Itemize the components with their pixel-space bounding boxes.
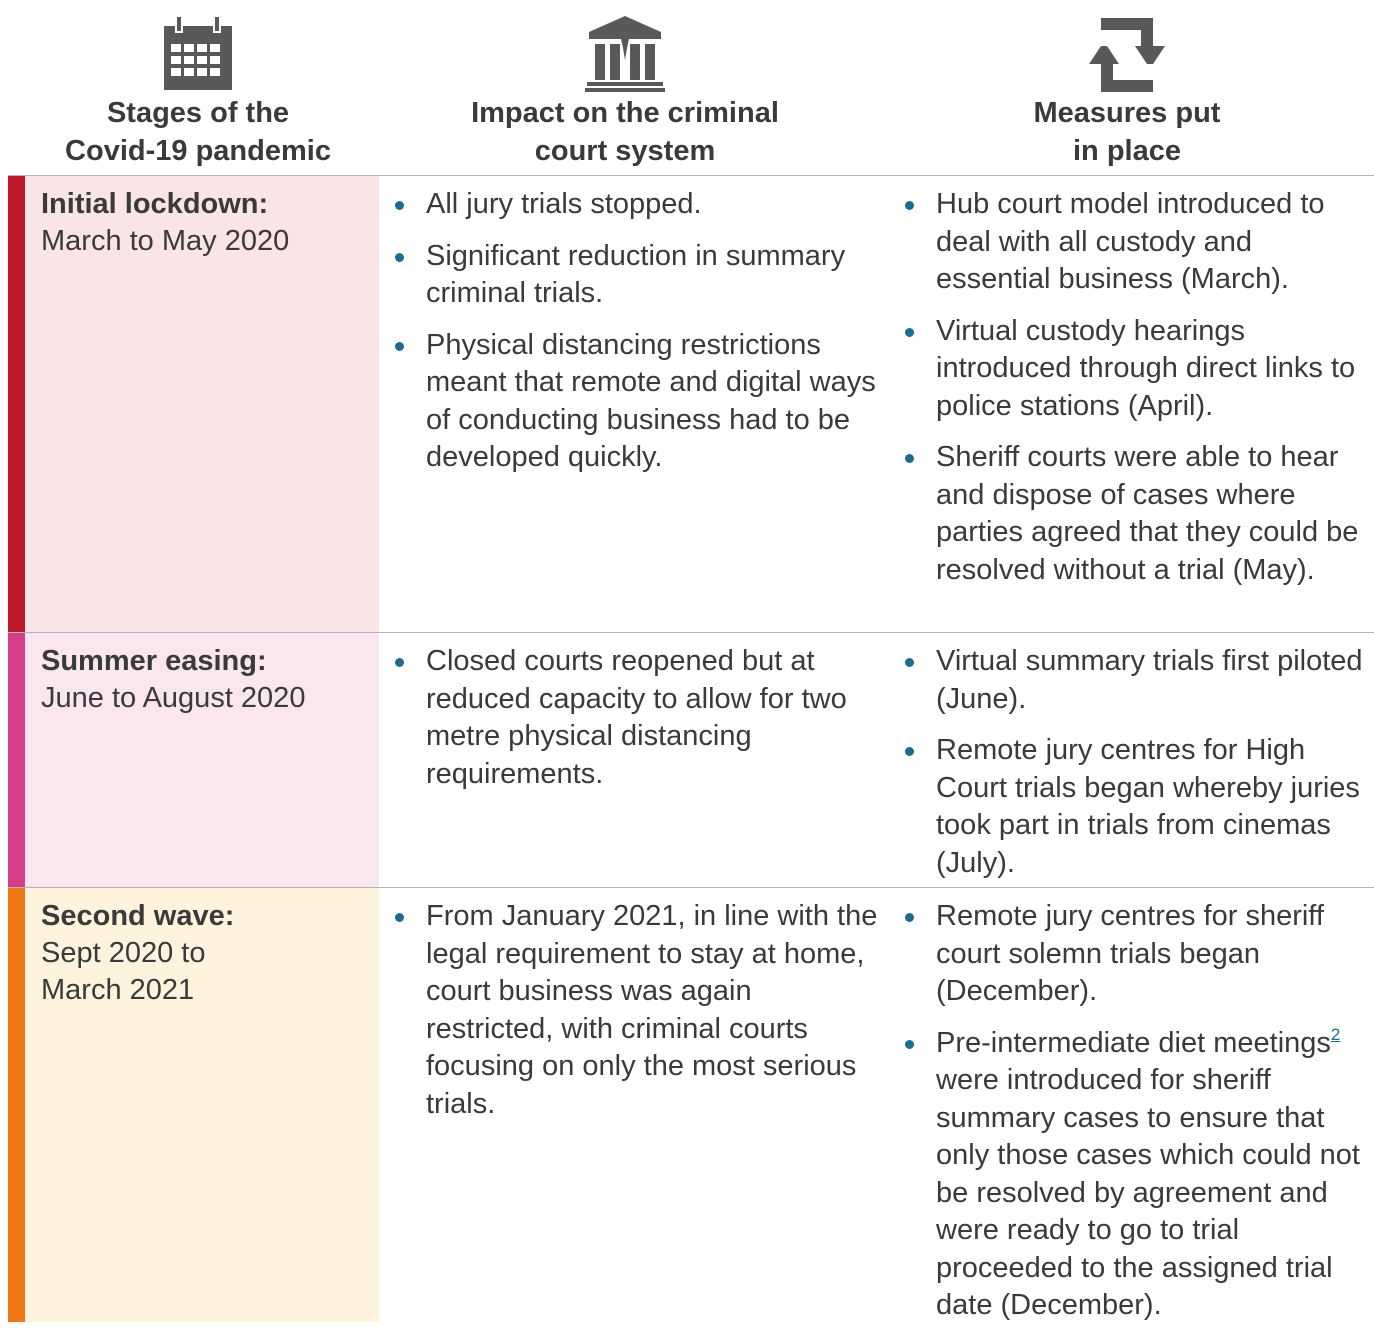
list-item: Sheriff courts were able to hear and dispose of cases where parties agreed that they could be resolved without a trial (May).: [898, 439, 1374, 589]
courthouse-icon: [585, 14, 665, 92]
table-row-initial-lockdown: [8, 176, 1374, 632]
stage-dates: June to August 2020: [41, 682, 306, 714]
header-measures: [880, 0, 1374, 175]
stage-name: Initial lockdown:: [41, 188, 269, 220]
list-item: Remote jury centres for sheriff court solemn trials began (December).: [898, 898, 1374, 1011]
stage-color-bar: [8, 888, 25, 1322]
calendar-icon: [162, 14, 234, 92]
table-header: [0, 0, 1374, 175]
table-row-second-wave: [8, 888, 1374, 1322]
exchange-arrows-icon: [1089, 18, 1165, 92]
impact-cell: [388, 633, 878, 807]
stage-name: Summer easing:: [41, 645, 267, 677]
impact-cell: [388, 888, 878, 1137]
stage-dates: Sept 2020 to March 2021: [41, 937, 206, 1006]
footnote-link[interactable]: 2: [1330, 1024, 1341, 1044]
list-item: [898, 1025, 1374, 1325]
stage-cell: [25, 176, 379, 632]
list-item: Remote jury centres for High Court trials began whereby juries took part in trials from cinemas (July).: [898, 732, 1374, 882]
stage-dates: March to May 2020: [41, 225, 290, 257]
list-item: Closed courts reopened but at reduced capacity to allow for two metre physical distancing requirements.: [388, 643, 878, 793]
list-item-text-continued: were introduced for sheriff summary cases to ensure that only those cases which could not be resolved by agreement and were ready to go to trial proceeded to the assigned trial date (December).: [936, 1064, 1360, 1321]
stage-color-bar: [8, 176, 25, 632]
impact-cell: [388, 176, 878, 491]
measures-cell: [898, 633, 1374, 896]
stage-cell: [25, 633, 379, 887]
measures-cell: [898, 176, 1374, 603]
list-item: Physical distancing restrictions meant that remote and digital ways of conducting business had to be developed quickly.: [388, 327, 878, 477]
header-stages-title: Stages of the Covid-19 pandemic: [65, 97, 331, 167]
list-item-text: Pre-intermediate diet meetings: [936, 1026, 1331, 1059]
header-measures-title: Measures put in place: [1033, 97, 1221, 167]
header-stages: [20, 0, 376, 175]
header-impact: [380, 0, 870, 175]
list-item: Virtual custody hearings introduced through direct links to police stations (April).: [898, 313, 1374, 426]
stage-name: Second wave:: [41, 900, 235, 932]
list-item: From January 2021, in line with the legal requirement to stay at home, court business was again restricted, with criminal courts focusing on only the most serious trials.: [388, 898, 878, 1123]
stage-color-bar: [8, 633, 25, 887]
header-impact-title: Impact on the criminal court system: [471, 97, 779, 167]
list-item: Virtual summary trials first piloted (June).: [898, 643, 1374, 718]
list-item: Significant reduction in summary criminal trials.: [388, 238, 878, 313]
list-item: Hub court model introduced to deal with all custody and essential business (March).: [898, 186, 1374, 299]
stage-cell: [25, 888, 379, 1322]
list-item: All jury trials stopped.: [388, 186, 878, 224]
measures-cell: [898, 888, 1374, 1339]
table-row-summer-easing: [8, 633, 1374, 887]
